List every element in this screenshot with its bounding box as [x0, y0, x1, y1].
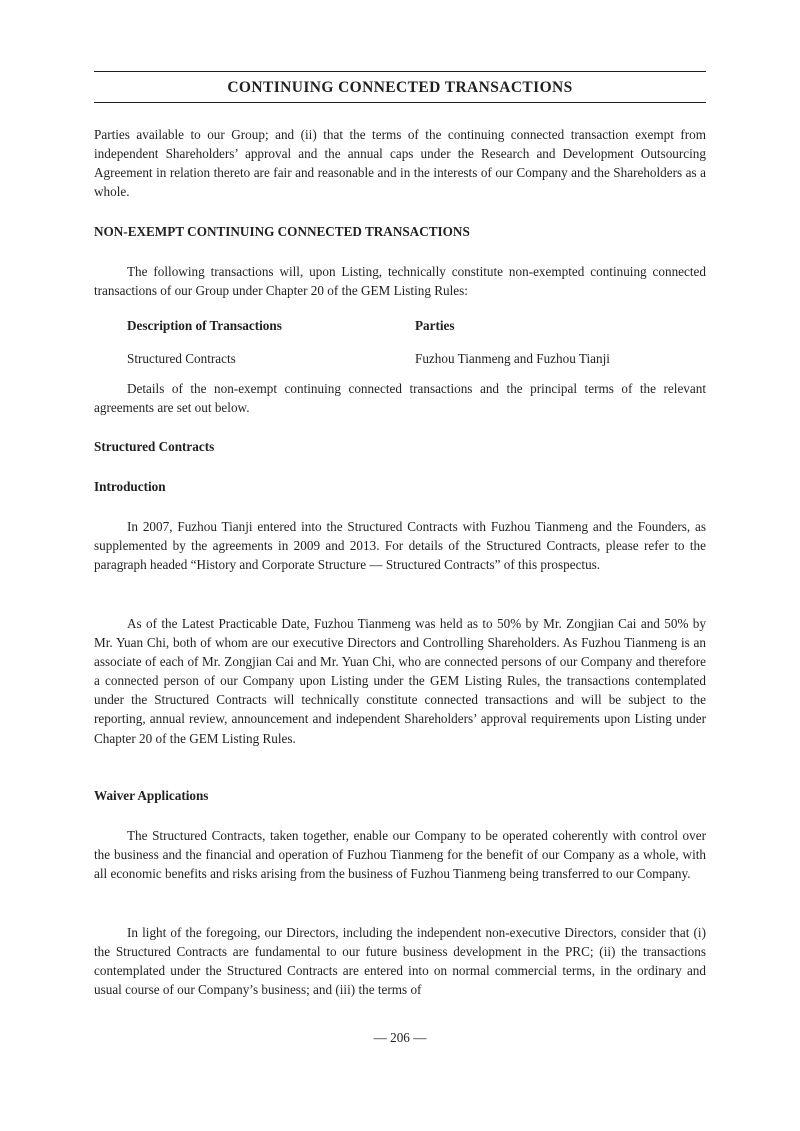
header-bottom-rule — [94, 102, 706, 103]
section-heading-non-exempt: NON-EXEMPT CONTINUING CONNECTED TRANSACTIONS — [94, 224, 470, 239]
page-header-title: CONTINUING CONNECTED TRANSACTIONS — [227, 79, 573, 96]
table-cell-description: Structured Contracts — [127, 351, 236, 366]
section-heading-introduction: Introduction — [94, 479, 166, 494]
paragraph-in-light: In light of the foregoing, our Directors, including the independent non-executive Directors, consider that (i) the Structured Contracts are fundamental to our future business development in the PRC; (ii) the transactions contemplated under the Structured Contracts are entered into on normal commercial terms, in the ordinary and usual course of our Company’s business; and (iii) the terms of — [94, 925, 706, 998]
paragraph-2007: In 2007, Fuzhou Tianji entered into the Structured Contracts with Fuzhou Tianmeng and the Founders, as supplemented by the agreements in 2009 and 2013. For details of the Structured Contracts, please refer to the paragraph headed “History and Corporate Structure — Structured Contracts” of this prospectus. — [94, 519, 706, 573]
table-header-parties: Parties — [415, 318, 455, 333]
table-cell-parties: Fuzhou Tianmeng and Fuzhou Tianji — [415, 351, 610, 366]
header-top-rule — [94, 71, 706, 72]
paragraph-details: Details of the non-exempt continuing connected transactions and the principal terms of the relevant agreements are set out below. — [94, 381, 706, 416]
section-heading-structured-contracts: Structured Contracts — [94, 439, 215, 454]
paragraph-intro: Parties available to our Group; and (ii) that the terms of the continuing connected transaction exempt from independent Shareholders’ approval and the annual caps under the Research and Development Outsourcing Agreement in relation thereto are fair and reasonable and in the interests of our Company and the Shareholders as a whole. — [94, 127, 706, 200]
section-heading-waiver-applications: Waiver Applications — [94, 788, 209, 803]
table-header-description: Description of Transactions — [127, 318, 282, 333]
paragraph-latest-practicable-date: As of the Latest Practicable Date, Fuzhou Tianmeng was held as to 50% by Mr. Zongjian Cai and 50% by Mr. Yuan Chi, both of whom are our executive Directors and Controlling Shareholders. As Fuzhou Tianmeng is an associate of each of Mr. Zongjian Cai and Mr. Yuan Chi, who are connected persons of our Company and therefore a connected person of our Company upon Listing under the GEM Listing Rules, the transactions contemplated under the Structured Contracts will technically constitute connected transactions and will be subject to the reporting, annual review, announcement and independent Shareholders’ approval requirements upon Listing under Chapter 20 of the GEM Listing Rules. — [94, 616, 706, 746]
page-number: — 206 — — [373, 1030, 427, 1045]
paragraph-following-transactions: The following transactions will, upon Listing, technically constitute non-exempted continuing connected transactions of our Group under Chapter 20 of the GEM Listing Rules: — [94, 264, 706, 299]
paragraph-taken-together: The Structured Contracts, taken together, enable our Company to be operated coherently with control over the business and the financial and operation of Fuzhou Tianmeng for the benefit of our Company as a whole, with all economic benefits and risks arising from the business of Fuzhou Tianmeng being transferred to our Company. — [94, 828, 706, 882]
